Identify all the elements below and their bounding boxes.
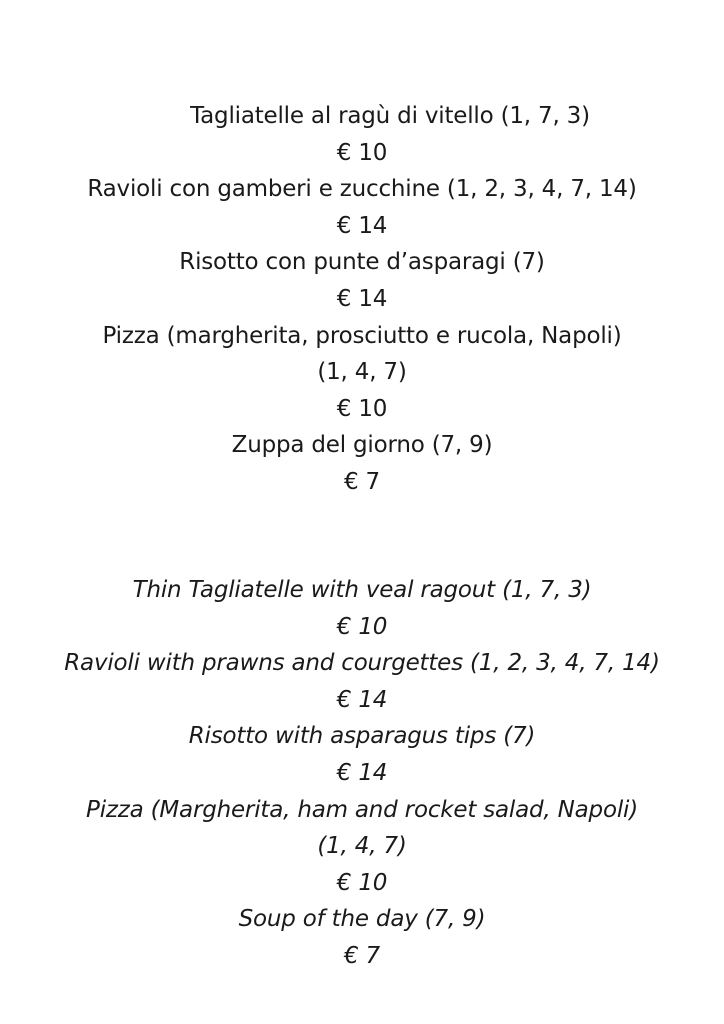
menu-item-price: € 10 — [336, 613, 388, 640]
menu-item-allergens: (1, 4, 7) — [317, 833, 407, 860]
menu-item-name: Zuppa del giorno (7, 9) — [231, 432, 493, 459]
menu-item-price: € 10 — [336, 139, 388, 166]
menu-item-name: Soup of the day (7, 9) — [238, 906, 486, 933]
menu-item-price: € 10 — [336, 869, 388, 896]
menu-item-price: € 10 — [336, 395, 388, 422]
menu-item-name: Risotto with asparagus tips (7) — [188, 723, 536, 750]
italian-menu-section — [0, 98, 724, 501]
menu-item-price: € 7 — [344, 942, 380, 969]
menu-item-price: € 7 — [344, 468, 380, 495]
english-menu-section — [0, 572, 724, 975]
menu-item-name: Thin Tagliatelle with veal ragout (1, 7, 3) — [132, 577, 592, 603]
menu-item-name: Tagliatelle al ragù di vitello (1, 7, 3) — [190, 103, 590, 129]
menu-item-allergens: (1, 4, 7) — [317, 359, 407, 386]
menu-item-name: Risotto con punte d’asparagi (7) — [179, 249, 545, 276]
menu-item-name: Pizza (Margherita, ham and rocket salad, Napoli) — [86, 796, 638, 823]
menu-item-price: € 14 — [336, 759, 388, 786]
menu-item-name: Pizza (margherita, prosciutto e rucola, Napoli) — [102, 322, 622, 349]
menu-item-price: € 14 — [336, 212, 388, 239]
menu-item-price: € 14 — [336, 285, 388, 312]
menu-item-name: Ravioli con gamberi e zucchine (1, 2, 3, 4, 7, 14) — [87, 176, 637, 203]
menu-item-price: € 14 — [336, 686, 388, 713]
menu-item-name: Ravioli with prawns and courgettes (1, 2, 3, 4, 7, 14) — [64, 650, 660, 677]
